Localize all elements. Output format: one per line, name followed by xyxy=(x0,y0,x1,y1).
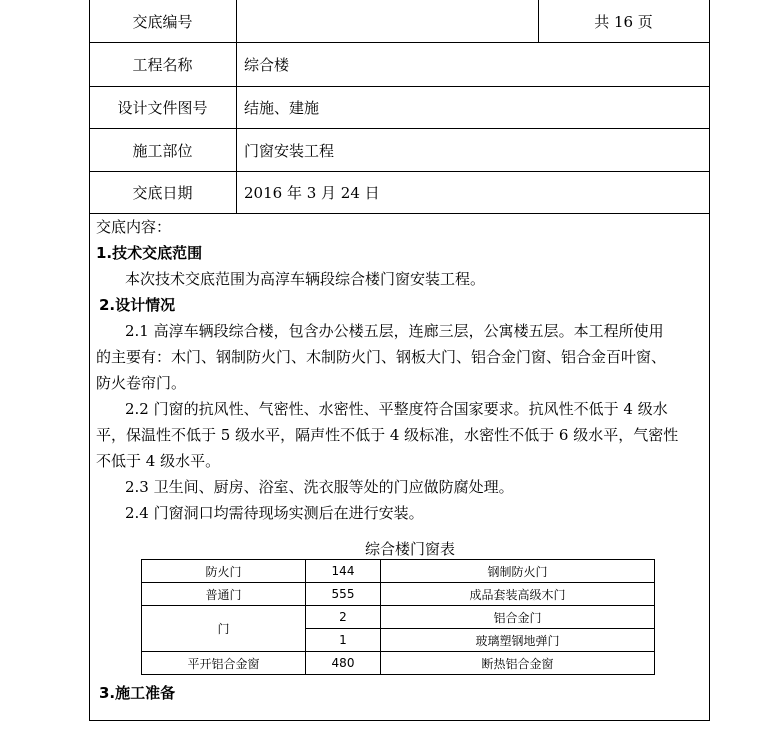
header-row-part xyxy=(89,129,709,172)
para-2-1-line-1: 2.1 高淳车辆段综合楼，包含办公楼五层，连廊三层，公寓楼五层。本工程所使用 xyxy=(125,322,664,340)
cell-qty: 555 xyxy=(306,583,381,606)
table-row xyxy=(142,560,655,583)
header-row-drawings xyxy=(89,87,709,129)
para-2-1-line-3: 防火卷帘门。 xyxy=(96,374,187,392)
label-disclosure-date: 交底日期 xyxy=(89,172,237,213)
section-3-heading: 3.施工准备 xyxy=(99,684,176,702)
para-2-2-line-3: 不低于 4 级水平。 xyxy=(96,452,221,470)
cell-name: 平开铝合金窗 xyxy=(142,652,306,675)
cell-name: 防火门 xyxy=(142,560,306,583)
para-2-1-line-2: 的主要有：木门、钢制防火门、木制防火门、钢板大门、铝合金门窗、铝合金百叶窗、 xyxy=(96,348,667,366)
page-count: 共 16 页 xyxy=(538,0,708,42)
cell-qty: 144 xyxy=(306,560,381,583)
para-2-4: 2.4 门窗洞口均需待现场实测后在进行安装。 xyxy=(125,504,424,522)
section-1-text: 本次技术交底范围为高淳车辆段综合楼门窗安装工程。 xyxy=(125,270,486,288)
cell-qty: 1 xyxy=(306,629,381,652)
cell-name: 门 xyxy=(142,606,306,652)
para-2-2-line-2: 平，保温性不低于 5 级水平，隔声性不低于 4 级标准，水密性不低于 6 级水平，气密性 xyxy=(96,426,679,444)
label-disclosure-number: 交底编号 xyxy=(89,0,237,42)
section-2-heading: 2.设计情况 xyxy=(99,296,176,314)
value-disclosure-date: 2016 年 3 月 24 日 xyxy=(244,184,380,202)
table-row xyxy=(142,606,655,629)
disclosure-content xyxy=(96,214,702,526)
table-caption: 综合楼门窗表 xyxy=(365,540,456,558)
label-project-name: 工程名称 xyxy=(89,43,237,86)
door-window-table xyxy=(141,559,655,675)
table-row xyxy=(142,652,655,675)
cell-type: 玻璃塑钢地弹门 xyxy=(381,629,655,652)
cell-type: 钢制防火门 xyxy=(381,560,655,583)
value-construction-part: 门窗安装工程 xyxy=(244,141,335,160)
cell-type: 铝合金门 xyxy=(381,606,655,629)
header-row-number xyxy=(89,0,709,43)
label-design-drawings: 设计文件图号 xyxy=(89,87,237,128)
label-construction-part: 施工部位 xyxy=(89,129,237,171)
cell-type: 成品套装高级木门 xyxy=(381,583,655,606)
value-project-name: 综合楼 xyxy=(244,56,290,74)
header-row-date xyxy=(89,172,709,214)
cell-type: 断热铝合金窗 xyxy=(381,652,655,675)
content-intro: 交底内容： xyxy=(96,218,172,236)
cell-qty: 480 xyxy=(306,652,381,675)
table-row xyxy=(142,583,655,606)
cell-qty: 2 xyxy=(306,606,381,629)
value-design-drawings: 结施、建施 xyxy=(244,99,320,117)
cell-name: 普通门 xyxy=(142,583,306,606)
header-row-project xyxy=(89,43,709,87)
para-2-3: 2.3 卫生间、厨房、浴室、洗衣服等处的门应做防腐处理。 xyxy=(125,478,514,496)
section-1-heading: 1.技术交底范围 xyxy=(96,244,203,262)
para-2-2-line-1: 2.2 门窗的抗风性、气密性、水密性、平整度符合国家要求。抗风性不低于 4 级水 xyxy=(125,400,668,418)
